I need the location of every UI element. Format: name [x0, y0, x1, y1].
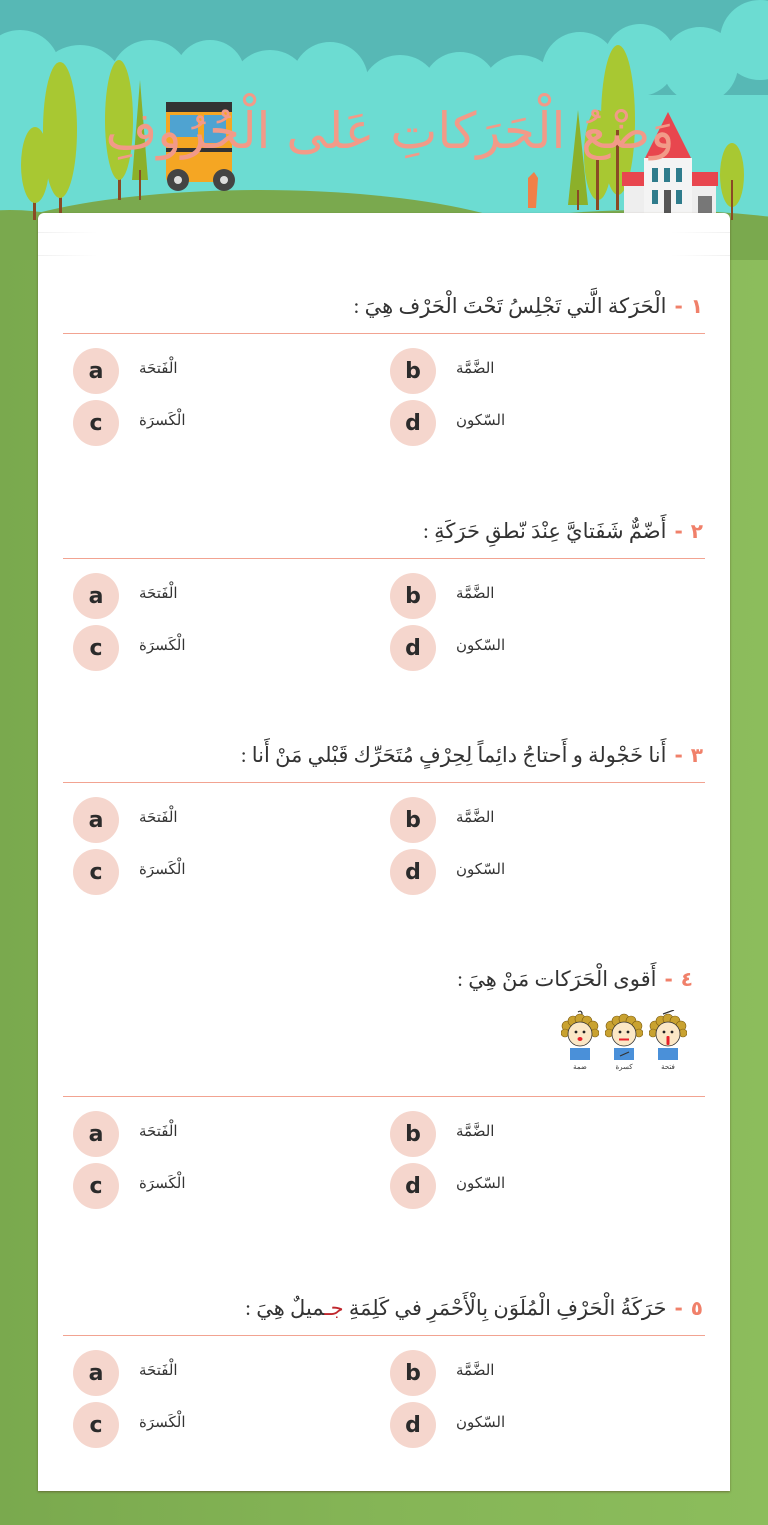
face-damma — [561, 1010, 599, 1071]
option-b[interactable] — [390, 348, 494, 394]
option-letter-badge[interactable]: a — [73, 1350, 119, 1396]
question-header — [63, 962, 705, 996]
question-text — [245, 1296, 666, 1321]
option-letter-badge[interactable]: c — [73, 1163, 119, 1209]
option-b[interactable] — [390, 573, 494, 619]
option-letter-badge[interactable]: a — [73, 573, 119, 619]
option-d[interactable] — [390, 400, 505, 446]
option-letter-badge[interactable]: a — [73, 797, 119, 843]
option-c[interactable] — [73, 625, 186, 671]
option-letter-badge[interactable]: d — [390, 849, 436, 895]
option-a[interactable] — [73, 573, 178, 619]
fatha-face-icon — [649, 1010, 687, 1062]
question-header — [63, 289, 705, 323]
question-divider — [63, 782, 705, 783]
question-header — [63, 1291, 705, 1325]
divider — [38, 255, 98, 256]
question-text: أَنا خَجْولة و أَحتاجُ دائِماً لِحِرْفٍ مُتَحَرِّك قَبْلي مَنْ أَنا : — [240, 742, 667, 767]
divider — [670, 232, 730, 233]
options-group — [63, 348, 705, 458]
option-label: الضَّمَّة — [456, 809, 495, 826]
question-2 — [63, 514, 705, 683]
option-label: الْكَسرَة — [139, 1175, 186, 1192]
option-letter-badge[interactable]: b — [390, 797, 436, 843]
face-caption: فتحة — [661, 1063, 675, 1071]
option-label: الْكَسرَة — [139, 1414, 186, 1431]
options-group — [63, 797, 705, 907]
question-4 — [63, 962, 705, 1221]
option-letter-badge[interactable]: c — [73, 400, 119, 446]
option-label: الْفَتحَة — [139, 1123, 178, 1140]
harakat-faces-image — [561, 1010, 687, 1071]
question-text-part: ميلٌ هِيَ : — [245, 1295, 325, 1320]
option-label: السّكون — [456, 1414, 506, 1431]
face-kasra — [605, 1010, 643, 1071]
option-letter-badge[interactable]: b — [390, 348, 436, 394]
question-dash: - — [674, 1296, 683, 1320]
question-divider — [63, 1096, 705, 1097]
option-b[interactable] — [390, 1111, 494, 1157]
option-c[interactable] — [73, 1402, 186, 1448]
question-divider — [63, 1335, 705, 1336]
question-divider — [63, 558, 705, 559]
options-group — [63, 573, 705, 683]
option-label: الْفَتحَة — [139, 809, 178, 826]
option-label: السّكون — [456, 861, 506, 878]
option-d[interactable] — [390, 1402, 505, 1448]
question-number: ٥ — [690, 1296, 703, 1320]
question-dash: - — [674, 294, 683, 318]
question-divider — [63, 333, 705, 334]
options-group — [63, 1111, 705, 1221]
question-5 — [63, 1291, 705, 1460]
page-title: وَضْعُ الْحَرَكاتِ عَلى الْحُرُوفِ — [105, 102, 675, 160]
option-a[interactable] — [73, 348, 178, 394]
question-3 — [63, 738, 705, 907]
face-caption: كسرة — [615, 1063, 633, 1071]
option-letter-badge[interactable]: c — [73, 625, 119, 671]
question-dash: - — [664, 967, 673, 991]
option-b[interactable] — [390, 1350, 494, 1396]
options-group — [63, 1350, 705, 1460]
question-dash: - — [674, 743, 683, 767]
question-1 — [63, 289, 705, 458]
question-number: ١ — [690, 294, 703, 318]
question-dash: - — [674, 519, 683, 543]
option-label: السّكون — [456, 637, 506, 654]
face-caption: ضمة — [573, 1063, 587, 1071]
divider — [670, 255, 730, 256]
question-text: أَقوى الْحَرَكات مَنْ هِيَ : — [457, 966, 657, 991]
divider — [38, 232, 98, 233]
option-label: السّكون — [456, 1175, 506, 1192]
highlighted-letter: جـ — [324, 1295, 344, 1320]
option-label: الْكَسرَة — [139, 637, 186, 654]
option-label: السّكون — [456, 412, 506, 429]
question-text-part: حَرَكَةُ الْحَرْفِ الْمُلَوَن بِالْأَحْمَرِ في كَلِمَةِ — [343, 1295, 667, 1320]
option-letter-badge[interactable]: a — [73, 348, 119, 394]
option-d[interactable] — [390, 625, 505, 671]
option-letter-badge[interactable]: c — [73, 849, 119, 895]
option-a[interactable] — [73, 1111, 178, 1157]
damma-face-icon — [561, 1010, 599, 1062]
option-letter-badge[interactable]: b — [390, 1111, 436, 1157]
option-a[interactable] — [73, 797, 178, 843]
option-label: الْكَسرَة — [139, 861, 186, 878]
option-label: الضَّمَّة — [456, 585, 495, 602]
question-header — [63, 738, 705, 772]
face-fatha — [649, 1010, 687, 1071]
option-label: الْكَسرَة — [139, 412, 186, 429]
option-letter-badge[interactable]: c — [73, 1402, 119, 1448]
option-c[interactable] — [73, 1163, 186, 1209]
option-letter-badge[interactable]: d — [390, 400, 436, 446]
option-letter-badge[interactable]: d — [390, 625, 436, 671]
option-a[interactable] — [73, 1350, 178, 1396]
question-number: ٤ — [680, 967, 693, 991]
option-label: الضَّمَّة — [456, 1362, 495, 1379]
option-d[interactable] — [390, 849, 505, 895]
question-number: ٣ — [690, 743, 703, 767]
question-number: ٢ — [690, 519, 703, 543]
option-letter-badge[interactable]: b — [390, 1350, 436, 1396]
kasra-face-icon — [605, 1010, 643, 1062]
option-b[interactable] — [390, 797, 494, 843]
option-label: الْفَتحَة — [139, 1362, 178, 1379]
option-letter-badge[interactable]: a — [73, 1111, 119, 1157]
option-label: الْفَتحَة — [139, 585, 178, 602]
question-text: الْحَرَكة الَّتي تَجْلِسُ تَحْتَ الْحَرْف هِيَ : — [353, 293, 667, 318]
option-label: الضَّمَّة — [456, 360, 495, 377]
option-letter-badge[interactable]: d — [390, 1163, 436, 1209]
option-c[interactable] — [73, 400, 186, 446]
question-header — [63, 514, 705, 548]
option-label: الضَّمَّة — [456, 1123, 495, 1140]
quiz-card — [38, 213, 730, 1491]
option-c[interactable] — [73, 849, 186, 895]
option-d[interactable] — [390, 1163, 505, 1209]
option-label: الْفَتحَة — [139, 360, 178, 377]
option-letter-badge[interactable]: b — [390, 573, 436, 619]
question-text: أَضّمٌّ شَفَتايَّ عِنْدَ نّطقِ حَرَكَةِ : — [423, 518, 667, 543]
option-letter-badge[interactable]: d — [390, 1402, 436, 1448]
